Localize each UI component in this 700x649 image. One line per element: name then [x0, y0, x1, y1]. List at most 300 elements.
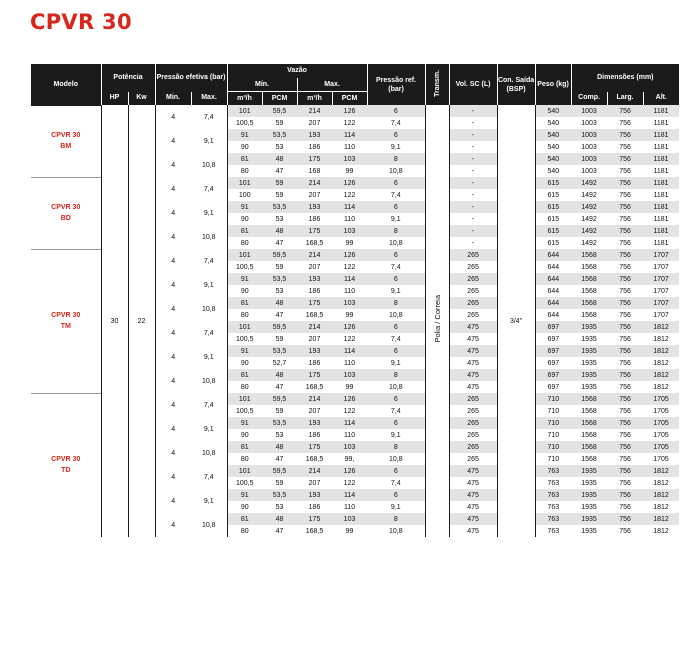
cell-max-m3h: 186 [308, 431, 321, 439]
model-name-line2: BD [60, 215, 71, 222]
cell-peso: 644 [535, 309, 571, 321]
cell-max-pcm: 122 [343, 191, 356, 199]
cell-min-pcm: 48 [262, 297, 297, 309]
header-max-pcm: PCM [332, 92, 367, 106]
cell-peso: 615 [535, 225, 571, 237]
cell-max-pcm: 103 [332, 297, 367, 309]
cell-peso: 697 [535, 357, 571, 369]
cell-vol: 475 [449, 381, 497, 393]
cell-max-pcm: 126 [332, 321, 367, 333]
header-alt: Alt. [643, 92, 679, 106]
cell-peso: 697 [535, 345, 571, 357]
cell-max-m3h: 193 [297, 345, 332, 357]
cell-max-pcm: 103 [332, 369, 367, 381]
cell-comp: 1935 [581, 503, 597, 511]
cell-peso: 710 [535, 393, 571, 405]
cell-vol: 265 [449, 405, 497, 417]
cell-alt: 1705 [643, 393, 679, 405]
cell-peso: 710 [535, 453, 571, 465]
cell-max-pcm: 103 [332, 441, 367, 453]
cell-max-m3h: 175 [297, 297, 332, 309]
cell-vol: 475 [449, 345, 497, 357]
cell-min-m3h: 90 [227, 501, 262, 513]
pressao-max-value: 10,8 [201, 521, 216, 529]
cell-vol: 265 [449, 429, 497, 441]
cell-alt: 1705 [653, 407, 669, 415]
cell-comp: 1935 [571, 369, 607, 381]
cell-max-m3h: 214 [297, 249, 332, 261]
cell-min-m3h: 100,5 [227, 477, 262, 489]
cell-pressao-ref: 6 [367, 129, 425, 141]
pressao-min-value: 4 [155, 465, 191, 489]
cell-pressao-ref: 6 [367, 465, 425, 477]
cell-max-m3h: 168 [308, 167, 321, 175]
cell-min-pcm: 47 [275, 167, 284, 175]
pressao-min-value: 4 [155, 393, 191, 417]
cell-min-m3h: 101 [227, 465, 262, 477]
pressao-max-value: 7,4 [203, 185, 214, 193]
cell-max-pcm: 99 [345, 311, 354, 319]
cell-vol: 265 [449, 441, 497, 453]
cell-larg: 756 [619, 119, 631, 127]
model-name-line2: TM [60, 323, 71, 330]
cell-larg: 756 [607, 297, 643, 309]
header-larg: Larg. [607, 92, 643, 106]
cell-comp: 1492 [581, 239, 597, 247]
cell-min-m3h: 100,5 [227, 261, 262, 273]
cell-pressao-ref: 7,4 [390, 263, 401, 271]
cell-alt: 1812 [643, 321, 679, 333]
cell-min-m3h: 91 [227, 489, 262, 501]
header-vazao-min: Mín. [227, 78, 297, 92]
cell-alt: 1812 [653, 383, 669, 391]
cell-pressao-ref: 6 [367, 393, 425, 405]
cell-vol: 475 [449, 477, 497, 489]
cell-pressao-ref: 9,1 [390, 431, 401, 439]
cell-alt: 1181 [643, 129, 679, 141]
cell-pressao-ref: 6 [367, 105, 425, 117]
cell-larg: 756 [619, 215, 631, 223]
cell-pressao-ref: 10,8 [388, 455, 403, 463]
cell-pressao-ref: 7,4 [390, 191, 401, 199]
cell-comp: 1568 [581, 407, 597, 415]
cell-max-pcm: 99 [345, 527, 354, 535]
pressao-min-value: 4 [155, 153, 191, 177]
cell-min-m3h: 101 [227, 321, 262, 333]
cell-alt: 1705 [653, 431, 669, 439]
pressao-min-value: 4 [155, 297, 191, 321]
cell-larg: 756 [619, 503, 631, 511]
cell-min-pcm: 59,5 [262, 249, 297, 261]
cell-min-pcm: 59 [262, 177, 297, 189]
cell-vol: 265 [449, 261, 497, 273]
cell-peso: 540 [535, 165, 571, 177]
pressao-min-value: 4 [155, 417, 191, 441]
cell-comp: 1492 [571, 177, 607, 189]
cell-alt: 1181 [653, 191, 669, 199]
header-vazao: Vazão [227, 64, 367, 78]
cell-larg: 756 [619, 431, 631, 439]
header-pressao-min: Min. [155, 92, 191, 106]
cell-alt: 1707 [653, 263, 669, 271]
cell-peso: 615 [535, 213, 571, 225]
pressao-max-value: 10,8 [201, 377, 216, 385]
header-pressao-efetiva: Pressão efetiva (bar) [155, 64, 227, 92]
cell-peso: 710 [535, 417, 571, 429]
cell-comp: 1935 [581, 479, 597, 487]
cell-max-pcm: 114 [332, 417, 367, 429]
cell-vol: - [449, 141, 497, 153]
cell-max-pcm: 114 [332, 273, 367, 285]
cell-pressao-ref: 10,8 [388, 383, 403, 391]
cell-peso: 763 [535, 501, 571, 513]
cell-min-m3h: 101 [227, 105, 262, 117]
cell-min-m3h: 90 [227, 213, 262, 225]
cell-min-pcm: 48 [262, 441, 297, 453]
cell-comp: 1492 [581, 215, 597, 223]
cell-peso: 540 [535, 153, 571, 165]
spec-table [31, 64, 679, 537]
cell-peso: 615 [535, 177, 571, 189]
cell-min-pcm: 53 [275, 287, 284, 295]
cell-alt: 1812 [643, 489, 679, 501]
cell-larg: 756 [619, 167, 631, 175]
cell-min-m3h: 80 [227, 453, 262, 465]
cell-max-m3h: 193 [297, 273, 332, 285]
cell-max-pcm: 103 [332, 225, 367, 237]
cell-max-m3h: 193 [297, 129, 332, 141]
cell-vol: - [449, 225, 497, 237]
transmission-cell [425, 105, 449, 537]
header-min-m3h: m³/h [227, 92, 262, 106]
pressao-max-value: 10,8 [201, 161, 216, 169]
cell-max-pcm: 122 [343, 479, 356, 487]
cell-min-pcm: 59,5 [262, 393, 297, 405]
cell-min-pcm: 48 [262, 153, 297, 165]
cell-min-pcm: 47 [275, 455, 284, 463]
header-transm-label: Transm. [433, 69, 441, 97]
cell-pressao-ref: 9,1 [390, 359, 401, 367]
model-name [31, 393, 101, 537]
pressao-max-value: 7,4 [203, 257, 214, 265]
cell-pressao-ref: 7,4 [390, 407, 401, 415]
cell-comp: 1568 [581, 311, 597, 319]
cell-alt: 1181 [643, 177, 679, 189]
pressao-max-value: 9,1 [203, 353, 214, 361]
cell-alt: 1812 [653, 359, 669, 367]
cell-larg: 756 [607, 153, 643, 165]
cell-min-pcm: 47 [275, 527, 284, 535]
cell-min-m3h: 91 [227, 201, 262, 213]
cell-min-m3h: 101 [227, 393, 262, 405]
cell-comp: 1003 [581, 119, 597, 127]
cell-vol: 475 [449, 465, 497, 477]
pressao-max-value: 9,1 [203, 281, 214, 289]
cell-max-m3h: 193 [297, 489, 332, 501]
cell-min-pcm: 47 [275, 311, 284, 319]
cell-peso: 540 [535, 129, 571, 141]
cell-min-pcm: 53,5 [262, 345, 297, 357]
cell-comp: 1492 [571, 225, 607, 237]
cell-min-pcm: 59 [275, 479, 284, 487]
cell-min-m3h: 90 [227, 357, 262, 369]
cell-max-pcm: 126 [332, 249, 367, 261]
pressao-max-value: 10,8 [201, 233, 216, 241]
cell-max-pcm: 122 [343, 119, 356, 127]
cell-alt: 1705 [643, 417, 679, 429]
pressao-min-value: 4 [155, 369, 191, 393]
cell-alt: 1812 [643, 465, 679, 477]
transmission-value: Polia / Correia [432, 295, 442, 343]
pressao-min-value: 4 [155, 321, 191, 345]
cell-alt: 1812 [653, 335, 669, 343]
cell-peso: 540 [535, 105, 571, 117]
cell-larg: 756 [607, 201, 643, 213]
cell-alt: 1707 [653, 311, 669, 319]
cell-comp: 1935 [571, 513, 607, 525]
pressao-max-value: 7,4 [203, 473, 214, 481]
header-hp: HP [101, 92, 128, 106]
cell-max-pcm: 126 [332, 105, 367, 117]
cell-max-m3h: 186 [308, 287, 321, 295]
cell-alt: 1181 [653, 119, 669, 127]
cell-comp: 1568 [571, 441, 607, 453]
cell-min-pcm: 47 [275, 239, 284, 247]
cell-max-m3h: 207 [308, 191, 321, 199]
cell-max-pcm: 110 [343, 503, 356, 511]
cell-min-m3h: 81 [227, 369, 262, 381]
cell-min-m3h: 91 [227, 273, 262, 285]
pressao-max-value: 9,1 [203, 425, 214, 433]
model-name [31, 105, 101, 177]
cell-peso: 644 [535, 285, 571, 297]
page-title: CPVR 30 [30, 10, 132, 34]
cell-min-pcm: 59,5 [262, 321, 297, 333]
cell-min-pcm: 59,5 [262, 465, 297, 477]
header-comp: Comp. [571, 92, 607, 106]
cell-max-m3h: 175 [297, 513, 332, 525]
cell-alt: 1181 [653, 215, 669, 223]
cell-larg: 756 [619, 191, 631, 199]
cell-min-m3h: 80 [227, 309, 262, 321]
cell-alt: 1812 [653, 503, 669, 511]
cell-min-pcm: 53 [275, 215, 284, 223]
pressao-max-value: 10,8 [201, 305, 216, 313]
cell-max-pcm: 99 [345, 239, 354, 247]
cell-peso: 644 [535, 261, 571, 273]
pressao-min-value: 4 [155, 225, 191, 249]
cell-max-pcm: 114 [332, 201, 367, 213]
cell-vol: - [449, 153, 497, 165]
cell-alt: 1705 [643, 441, 679, 453]
cell-peso: 697 [535, 333, 571, 345]
cell-peso: 644 [535, 273, 571, 285]
cell-pressao-ref: 9,1 [390, 503, 401, 511]
cell-max-pcm: 110 [343, 287, 356, 295]
cell-max-m3h: 214 [297, 177, 332, 189]
pressao-min-value: 4 [155, 201, 191, 225]
cell-min-pcm: 53,5 [262, 489, 297, 501]
cell-max-m3h: 207 [308, 263, 321, 271]
cell-larg: 756 [619, 311, 631, 319]
cell-min-m3h: 101 [227, 177, 262, 189]
cell-alt: 1181 [643, 225, 679, 237]
cell-pressao-ref: 9,1 [390, 215, 401, 223]
cell-larg: 756 [619, 455, 631, 463]
cell-pressao-ref: 8 [367, 513, 425, 525]
cell-max-m3h: 186 [308, 143, 321, 151]
cell-min-m3h: 80 [227, 381, 262, 393]
cell-peso: 615 [535, 201, 571, 213]
cell-vol: - [449, 165, 497, 177]
cell-comp: 1935 [581, 359, 597, 367]
cell-larg: 756 [607, 273, 643, 285]
cell-larg: 756 [607, 129, 643, 141]
model-name [31, 177, 101, 249]
cell-vol: 265 [449, 249, 497, 261]
pressao-min-value: 4 [155, 513, 191, 537]
cell-pressao-ref: 7,4 [390, 479, 401, 487]
cell-larg: 756 [607, 369, 643, 381]
cell-vol: - [449, 105, 497, 117]
pressao-min-value: 4 [155, 345, 191, 369]
cell-max-pcm: 122 [343, 335, 356, 343]
header-pressao-ref: Pressão ref. (bar) [367, 64, 425, 105]
cell-min-m3h: 90 [227, 429, 262, 441]
cell-larg: 756 [607, 513, 643, 525]
header-min-pcm: PCM [262, 92, 297, 106]
cell-min-pcm: 59 [275, 407, 284, 415]
pressao-min-value: 4 [155, 105, 191, 129]
cell-larg: 756 [619, 359, 631, 367]
cell-max-pcm: 122 [343, 263, 356, 271]
cell-min-pcm: 59 [275, 191, 284, 199]
header-kw: Kw [128, 92, 155, 106]
cell-larg: 756 [619, 527, 631, 535]
cell-larg: 756 [619, 479, 631, 487]
cell-min-pcm: 59,5 [262, 105, 297, 117]
header-vol: Vol. SC (L) [449, 64, 497, 105]
cell-comp: 1935 [571, 489, 607, 501]
cell-peso: 763 [535, 465, 571, 477]
cell-comp: 1003 [581, 167, 597, 175]
cell-larg: 756 [619, 407, 631, 415]
cell-larg: 756 [619, 239, 631, 247]
cell-min-pcm: 53,5 [262, 129, 297, 141]
cell-larg: 756 [619, 335, 631, 343]
cell-comp: 1935 [581, 383, 597, 391]
cell-vol: - [449, 213, 497, 225]
cell-peso: 540 [535, 117, 571, 129]
cell-max-pcm: 114 [332, 129, 367, 141]
cell-peso: 615 [535, 237, 571, 249]
cell-pressao-ref: 10,8 [388, 311, 403, 319]
cell-alt: 1181 [653, 143, 669, 151]
connection-value: 3/4" [497, 105, 535, 537]
cell-peso: 644 [535, 297, 571, 309]
cell-peso: 615 [535, 189, 571, 201]
cell-vol: 265 [449, 393, 497, 405]
cell-min-pcm: 59 [275, 263, 284, 271]
cell-larg: 756 [607, 393, 643, 405]
cell-vol: - [449, 177, 497, 189]
cell-max-m3h: 168,5 [305, 527, 324, 535]
cell-max-m3h: 186 [308, 359, 321, 367]
cell-comp: 1492 [581, 191, 597, 199]
header-modelo: Modelo [31, 64, 101, 105]
cell-min-pcm: 47 [275, 383, 284, 391]
cell-max-pcm: 99 [345, 383, 354, 391]
cell-comp: 1568 [571, 297, 607, 309]
cell-min-pcm: 53,5 [262, 417, 297, 429]
cell-pressao-ref: 6 [367, 249, 425, 261]
cell-pressao-ref: 10,8 [388, 527, 403, 535]
cell-comp: 1568 [571, 393, 607, 405]
cell-alt: 1181 [653, 239, 669, 247]
model-name-line1: CPVR 30 [51, 312, 81, 319]
header-potencia: Potência [101, 64, 155, 92]
cell-min-pcm: 59 [275, 335, 284, 343]
cell-alt: 1707 [653, 287, 669, 295]
cell-larg: 756 [607, 345, 643, 357]
pressao-min-value: 4 [155, 129, 191, 153]
cell-vol: 265 [449, 285, 497, 297]
cell-peso: 697 [535, 321, 571, 333]
cell-peso: 763 [535, 525, 571, 537]
header-max-m3h: m³/h [297, 92, 332, 106]
cell-pressao-ref: 8 [367, 225, 425, 237]
cell-peso: 710 [535, 429, 571, 441]
cell-max-pcm: 114 [332, 345, 367, 357]
cell-alt: 1812 [653, 527, 669, 535]
cell-alt: 1812 [653, 479, 669, 487]
cell-larg: 756 [619, 383, 631, 391]
cell-max-pcm: 99, [344, 455, 355, 463]
cell-vol: - [449, 129, 497, 141]
cell-peso: 710 [535, 405, 571, 417]
cell-max-m3h: 207 [308, 479, 321, 487]
cell-min-m3h: 100,5 [227, 405, 262, 417]
cell-pressao-ref: 9,1 [390, 287, 401, 295]
cell-max-pcm: 122 [343, 407, 356, 415]
cell-pressao-ref: 10,8 [388, 239, 403, 247]
cell-alt: 1707 [643, 249, 679, 261]
cell-vol: 265 [449, 273, 497, 285]
pressao-max-value: 9,1 [203, 209, 214, 217]
cell-peso: 540 [535, 141, 571, 153]
model-name-line2: TD [61, 467, 71, 475]
cell-pressao-ref: 9,1 [390, 143, 401, 151]
cell-min-m3h: 101 [227, 249, 262, 261]
cell-min-pcm: 52,7 [272, 359, 287, 367]
cell-min-m3h: 100 [227, 189, 262, 201]
model-name-line1: CPVR 30 [51, 456, 81, 464]
cell-min-pcm: 53,5 [262, 273, 297, 285]
cell-larg: 756 [619, 143, 631, 151]
cell-peso: 763 [535, 513, 571, 525]
pressao-min-value: 4 [155, 177, 191, 201]
cell-peso: 763 [535, 489, 571, 501]
cell-min-pcm: 48 [262, 513, 297, 525]
cell-comp: 1935 [581, 335, 597, 343]
cell-min-m3h: 81 [227, 441, 262, 453]
cell-pressao-ref: 6 [367, 273, 425, 285]
cell-larg: 756 [607, 177, 643, 189]
model-name-line2: BM [60, 143, 72, 150]
cell-pressao-ref: 6 [367, 489, 425, 501]
cell-pressao-ref: 8 [367, 297, 425, 309]
cell-min-m3h: 80 [227, 165, 262, 177]
